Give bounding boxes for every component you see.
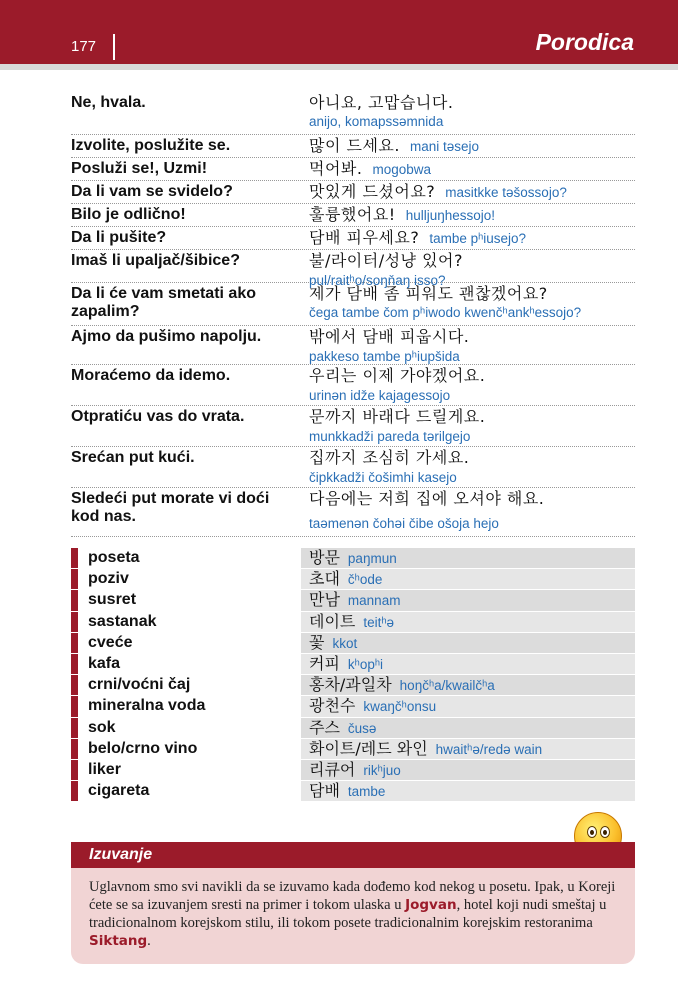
row-marker (71, 569, 78, 589)
romanization: munkkadži pareda tərilgejo (309, 429, 471, 444)
info-box (71, 842, 635, 964)
korean-text: 화이트/레드 와인 (309, 738, 428, 758)
romanization: mannam (347, 593, 401, 609)
romanization: hulljuŋhessojo! (405, 208, 496, 223)
korean-text: 문까지 바래다 드릴게요. (309, 407, 486, 426)
korean-phrase (309, 366, 485, 385)
serbian-phrase: Imaš li upaljač/šibice? (71, 252, 240, 269)
romanization: teitʰə (363, 614, 395, 630)
romanization: anijo, komapssəmnida (309, 114, 444, 129)
korean-text: 다음에는 저희 집에 오셔야 해요. (309, 489, 545, 508)
korean-text: 많이 드세요. (309, 136, 400, 155)
korean-text: 초대 (309, 569, 340, 589)
phrase-row (71, 488, 635, 537)
highlight-siktang: Siktang (89, 933, 148, 949)
vocab-row (71, 612, 635, 633)
vocab-korean (309, 569, 382, 589)
korean-phrase (309, 489, 544, 508)
row-marker (71, 781, 78, 801)
header-divider (113, 34, 115, 60)
korean-phrase (309, 407, 485, 426)
phrase-row (71, 365, 635, 406)
serbian-phrase: Da li će vam smetati ako zapalim? (71, 285, 256, 320)
korean-phrase (309, 159, 431, 179)
korean-text: 주스 (309, 717, 340, 737)
korean-text: 만남 (309, 590, 340, 610)
phrase-row (71, 135, 635, 158)
korean-text: 담배 피우세요? (309, 228, 420, 247)
page-header (0, 0, 678, 64)
vocab-korean (309, 781, 385, 801)
romanization: čʰode (347, 572, 383, 588)
vocab-serbian: susret (88, 591, 137, 609)
romanization: hoŋčʰa/kwailčʰa (399, 678, 495, 694)
vocab-row (71, 718, 635, 739)
korean-phrase (309, 205, 495, 225)
serbian-phrase: Otpratiću vas do vrata. (71, 408, 245, 425)
vocab-korean (309, 612, 394, 632)
korean-phrase (309, 284, 548, 303)
korean-text: 집까지 조심히 가세요. (309, 448, 470, 467)
serbian-phrase: Posluži se!, Uzmi! (71, 160, 208, 177)
vocab-serbian: cigareta (88, 782, 150, 800)
info-box-header (71, 842, 635, 868)
serbian-phrase: Da li vam se svidelo? (71, 183, 233, 200)
serbian-phrase: Srećan put kući. (71, 449, 195, 466)
korean-text: 훌륭했어요! (309, 205, 396, 224)
romanization: kwaŋčʰonsu (363, 699, 437, 715)
info-text-part: , hotel koji nudi smeštaj u tradicionalnom korejskom stilu, ili tokom posete tradicionalnim korejskim restoranima (89, 897, 607, 931)
romanization: paŋmun (347, 551, 397, 566)
vocab-serbian: kafa (88, 654, 121, 672)
romanization: mani təsejo (409, 139, 479, 154)
phrase-row (71, 227, 635, 250)
korean-text: 우리는 이제 가야겠어요. (309, 366, 486, 385)
korean-text: 리큐어 (309, 759, 356, 779)
vocab-serbian: crni/voćni čaj (88, 676, 191, 694)
romanization: mogobwa (372, 162, 432, 177)
serbian-phrase: Bilo je odlično! (71, 206, 186, 223)
phrase-row (71, 250, 635, 288)
row-marker (71, 760, 78, 780)
vocab-row (71, 590, 635, 611)
info-box-text (89, 878, 619, 950)
vocab-korean (309, 548, 397, 568)
vocab-serbian: poziv (88, 570, 129, 588)
vocab-serbian: poseta (88, 549, 140, 566)
romanization: rikʰjuo (363, 762, 401, 778)
vocab-serbian: sastanak (88, 612, 157, 630)
phrase-row (71, 283, 635, 326)
vocab-korean (309, 718, 376, 738)
phrase-row (71, 204, 635, 227)
phrase-row (71, 406, 635, 447)
vocab-row (71, 548, 635, 569)
vocab-row (71, 675, 635, 696)
korean-text: 방문 (309, 548, 340, 567)
vocab-serbian: liker (88, 760, 121, 778)
row-marker (71, 654, 78, 674)
phrase-row (71, 326, 635, 365)
romanization: urinən idže kajagessojo (309, 388, 451, 403)
korean-phrase (309, 251, 463, 270)
korean-text: 먹어봐. (309, 159, 363, 178)
vocab-serbian: mineralna voda (88, 697, 206, 715)
korean-text: 꽃 (309, 632, 325, 652)
korean-phrase (309, 327, 469, 346)
row-marker (71, 696, 78, 716)
page-number: 177 (71, 38, 97, 55)
vocab-row (71, 654, 635, 675)
korean-phrase (309, 448, 469, 467)
vocab-korean (309, 654, 383, 674)
romanization: čega tambe čom pʰiwodo kwenčʰankʰessojo? (309, 305, 582, 320)
row-marker (71, 612, 78, 632)
vocab-korean (309, 760, 401, 780)
romanization: pakkeso tambe pʰiupšida (309, 349, 460, 364)
romanization: čusə (347, 720, 377, 736)
vocab-row (71, 696, 635, 717)
romanization: čipkkadži čošimhi kasejo (309, 470, 457, 485)
romanization: tambe (347, 784, 386, 800)
phrase-row (71, 92, 635, 135)
romanization: masitkke təšossojo? (445, 185, 567, 200)
romanization: tambe pʰiusejo? (429, 231, 527, 246)
phrase-row (71, 447, 635, 488)
serbian-phrase: Sledeći put morate vi doći kod nas. (71, 490, 270, 525)
info-box-title: Izuvanje (89, 846, 153, 863)
korean-text: 담배 (309, 781, 340, 801)
vocab-row (71, 739, 635, 760)
info-text-part: Uglavnom smo svi navikli da se izuvamo kada dođemo kod nekog u posetu. Ipak, u Koreji ćete se sa izuvanjem sresti na primer i tokom ulaska u (89, 879, 616, 913)
romanization: pul/raitʰo/soŋňaŋ isso? (309, 273, 446, 288)
row-marker (71, 633, 78, 653)
korean-text: 데이트 (309, 611, 356, 631)
vocab-row (71, 569, 635, 590)
korean-text: 홍차/과일차 (309, 675, 392, 695)
korean-text: 불/라이터/성냥 있어? (309, 251, 464, 270)
korean-phrase (309, 228, 526, 248)
row-marker (71, 590, 78, 610)
korean-text: 커피 (309, 653, 340, 673)
korean-text: 광천수 (309, 696, 356, 716)
phrase-list (71, 92, 635, 537)
vocab-serbian: sok (88, 718, 116, 736)
vocab-row (71, 760, 635, 781)
vocab-row (71, 781, 635, 802)
phrase-row (71, 181, 635, 204)
romanization: kʰopʰi (347, 656, 384, 672)
row-marker (71, 675, 78, 695)
vocab-korean (309, 696, 436, 716)
korean-text: 아니요, 고맙습니다. (309, 93, 454, 112)
vocab-korean (309, 590, 400, 610)
romanization: kkot (332, 635, 358, 651)
vocab-serbian: belo/crno vino (88, 739, 198, 757)
vocab-row (71, 633, 635, 654)
row-marker (71, 739, 78, 759)
chapter-title: Porodica (535, 29, 634, 55)
phrase-row (71, 158, 635, 181)
romanization: taəmenən čohəi čibe ošoja hejo (309, 516, 499, 531)
serbian-phrase: Moraćemo da idemo. (71, 367, 231, 384)
vocab-korean (309, 739, 542, 759)
serbian-phrase: Da li pušite? (71, 229, 167, 246)
serbian-phrase: Izvolite, poslužite se. (71, 137, 231, 154)
korean-phrase (309, 182, 567, 202)
vocab-korean (309, 633, 357, 653)
vocab-serbian: cveće (88, 633, 133, 651)
info-text-part: . (147, 933, 151, 949)
korean-text: 밖에서 담배 피웁시다. (309, 327, 470, 346)
romanization: hwaitʰə/redə wain (435, 741, 543, 757)
vocabulary-list (71, 548, 635, 802)
vocab-korean (309, 675, 495, 695)
korean-phrase (309, 93, 453, 112)
korean-phrase (309, 136, 479, 156)
row-marker (71, 718, 78, 738)
serbian-phrase: Ne, hvala. (71, 94, 146, 111)
serbian-phrase: Ajmo da pušimo napolju. (71, 328, 262, 345)
korean-text: 맛있게 드셨어요? (309, 182, 436, 201)
korean-text: 제가 담배 좀 피워도 괜찮겠어요? (309, 284, 548, 303)
highlight-jogvan: Jogvan (405, 897, 457, 913)
row-marker (71, 548, 78, 568)
